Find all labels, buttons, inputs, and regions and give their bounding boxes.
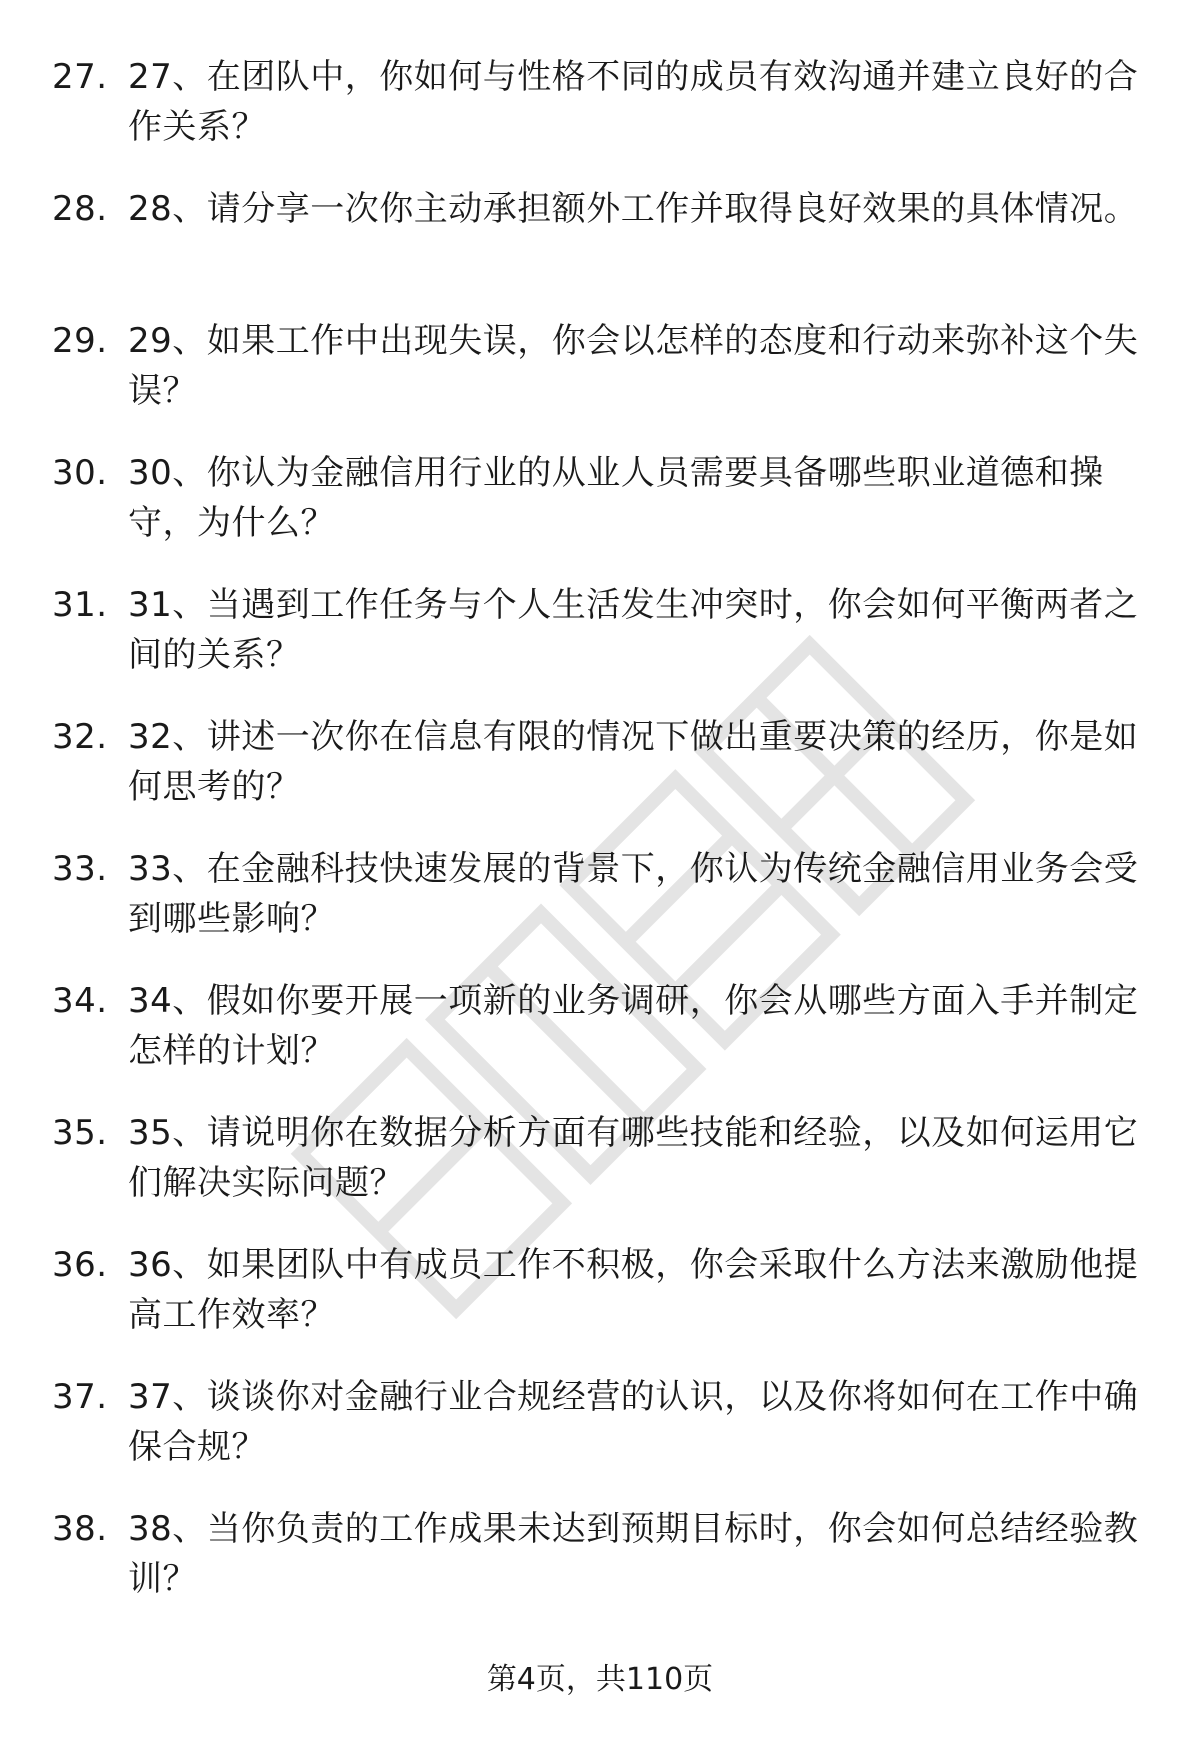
list-item — [52, 1504, 1152, 1636]
list-number: 28. — [52, 189, 108, 229]
list-item — [52, 1372, 1152, 1504]
question-text: 31、当遇到工作任务与个人生活发生冲突时，你会如何平衡两者之间的关系？ — [128, 585, 1139, 675]
list-number: 27. — [52, 57, 108, 97]
question-text: 28、请分享一次你主动承担额外工作并取得良好效果的具体情况。 — [128, 189, 1139, 229]
list-item — [52, 184, 1152, 316]
list-number: 38. — [52, 1509, 108, 1549]
question-text: 30、你认为金融信用行业的从业人员需要具备哪些职业道德和操守，为什么？ — [128, 453, 1104, 543]
question-text: 37、谈谈你对金融行业合规经营的认识，以及你将如何在工作中确保合规？ — [128, 1377, 1139, 1467]
list-number: 32. — [52, 717, 108, 757]
list-item — [52, 1108, 1152, 1240]
list-item — [52, 448, 1152, 580]
question-text: 27、在团队中，你如何与性格不同的成员有效沟通并建立良好的合作关系？ — [128, 57, 1139, 147]
list-item — [52, 1240, 1152, 1372]
list-number: 29. — [52, 321, 108, 361]
question-text: 29、如果工作中出现失误，你会以怎样的态度和行动来弥补这个失误？ — [128, 321, 1139, 411]
question-text: 32、讲述一次你在信息有限的情况下做出重要决策的经历，你是如何思考的？ — [128, 717, 1139, 807]
question-text: 33、在金融科技快速发展的背景下，你认为传统金融信用业务会受到哪些影响？ — [128, 849, 1139, 939]
list-number: 30. — [52, 453, 108, 493]
list-item — [52, 52, 1152, 184]
page-footer: 第4页，共110页 — [486, 1662, 714, 1697]
list-number: 35. — [52, 1113, 108, 1153]
list-number: 31. — [52, 585, 108, 625]
list-item — [52, 712, 1152, 844]
question-text: 35、请说明你在数据分析方面有哪些技能和经验，以及如何运用它们解决实际问题？ — [128, 1113, 1139, 1203]
question-text: 38、当你负责的工作成果未达到预期目标时，你会如何总结经验教训？ — [128, 1509, 1139, 1599]
question-text: 36、如果团队中有成员工作不积极，你会采取什么方法来激励他提高工作效率？ — [128, 1245, 1139, 1335]
list-item — [52, 844, 1152, 976]
list-item — [52, 316, 1152, 448]
list-item — [52, 976, 1152, 1108]
question-list — [52, 52, 1152, 1636]
list-number: 33. — [52, 849, 108, 889]
list-number: 34. — [52, 981, 108, 1021]
list-number: 36. — [52, 1245, 108, 1285]
list-item — [52, 580, 1152, 712]
question-text: 34、假如你要开展一项新的业务调研，你会从哪些方面入手并制定怎样的计划？ — [128, 981, 1139, 1071]
list-number: 37. — [52, 1377, 108, 1417]
